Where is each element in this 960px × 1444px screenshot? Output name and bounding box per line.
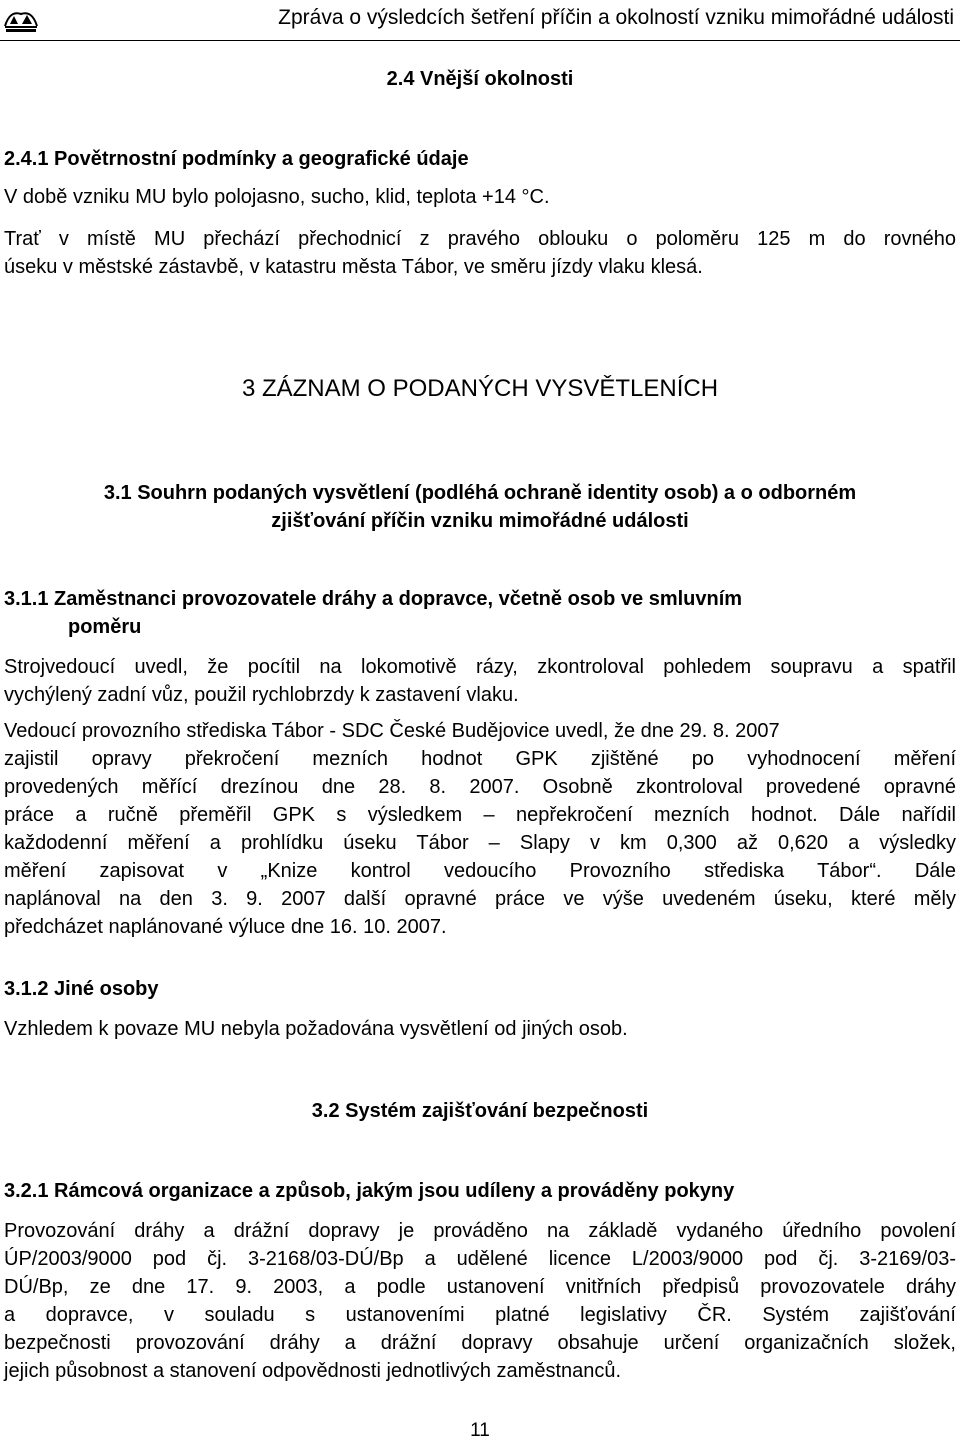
manager-paragraph-line: měření zapisovat v „Knize kontrol vedoucího Provozního střediska Tábor“. Dále <box>4 860 956 882</box>
organization-paragraph-line: ÚP/2003/9000 pod čj. 3-2168/03-DÚ/Bp a udělené licence L/2003/9000 pod čj. 3-2169/03- <box>4 1248 956 1270</box>
section-3-1-heading-line: zjišťování příčin vzniku mimořádné události <box>271 510 689 532</box>
section-3-1-2-heading: 3.1.2 Jiné osoby <box>4 978 159 1000</box>
organization-paragraph-line: jejich působnost a stanovení odpovědnosti jednotlivých zaměstnanců. <box>4 1360 622 1382</box>
manager-paragraph-line: práce a ručně přeměřil GPK s výsledkem – nepřekročení mezních hodnot. Dále nařídil <box>4 804 956 826</box>
section-3-1-1-heading-line: poměru <box>68 616 142 638</box>
manager-paragraph-line: každodenní měření a prohlídku úseku Tábor – Slapy v km 0,300 až 0,620 a výsledky <box>4 832 956 854</box>
manager-paragraph-line: zajistil opravy překročení mezních hodnot GPK zjištěné po vyhodnocení měření <box>4 748 956 770</box>
inspection-logo-icon <box>2 4 40 34</box>
manager-paragraph-line: Vedoucí provozního střediska Tábor - SDC České Budějovice uvedl, že dne 29. 8. 2007 <box>4 720 780 742</box>
manager-paragraph-line: předcházet naplánované výluce dne 16. 10. 2007. <box>4 916 447 938</box>
section-3-1-1-heading-line: 3.1.1 Zaměstnanci provozovatele dráhy a dopravce, včetně osob ve smluvním <box>4 588 743 610</box>
track-paragraph-line: úseku v městské zástavbě, v katastru města Tábor, ve směru jízdy vlaku klesá. <box>4 256 703 278</box>
section-3-2-heading: 3.2 Systém zajišťování bezpečnosti <box>311 1100 649 1122</box>
manager-paragraph-line: naplánoval na den 3. 9. 2007 další opravné práce ve výše uvedeném úseku, které měly <box>4 888 956 910</box>
page-number: 11 <box>470 1420 490 1441</box>
section-3-2-1-heading: 3.2.1 Rámcová organizace a způsob, jakým jsou udíleny a prováděny pokyny <box>4 1180 735 1202</box>
organization-paragraph-line: bezpečnosti provozování dráhy a drážní dopravy obsahuje určení organizačních složek, <box>4 1332 956 1354</box>
organization-paragraph-line: Provozování dráhy a drážní dopravy je prováděno na základě vydaného úředního povolení <box>4 1220 956 1242</box>
document-header-title: Zpráva o výsledcích šetření příčin a okolností vzniku mimořádné události <box>278 6 954 29</box>
section-2-4-heading: 2.4 Vnější okolnosti <box>386 68 574 90</box>
section-2-4-1-heading: 2.4.1 Povětrnostní podmínky a geografické údaje <box>4 148 469 170</box>
organization-paragraph-line: a dopravce, v souladu s ustanoveními platné legislativy ČR. Systém zajišťování <box>4 1304 956 1326</box>
section-3-heading: 3 ZÁZNAM O PODANÝCH VYSVĚTLENÍCH <box>241 375 719 402</box>
other-persons-paragraph: Vzhledem k povaze MU nebyla požadována vysvětlení od jiných osob. <box>4 1018 628 1040</box>
section-3-1-heading-line: 3.1 Souhrn podaných vysvětlení (podléhá ochraně identity osob) a o odborném <box>103 482 857 504</box>
organization-paragraph-line: DÚ/Bp, ze dne 17. 9. 2003, a podle ustanovení vnitřních předpisů provozovatele dráhy <box>4 1276 956 1298</box>
header-divider <box>0 40 960 41</box>
track-paragraph-line: Trať v místě MU přechází přechodnicí z pravého oblouku o poloměru 125 m do rovného <box>4 228 956 250</box>
manager-paragraph-line: provedených měřící drezínou dne 28. 8. 2007. Osobně zkontroloval provedené opravné <box>4 776 956 798</box>
driver-paragraph-line: Strojvedoucí uvedl, že pocítil na lokomotivě rázy, zkontroloval pohledem soupravu a spatřil <box>4 656 956 678</box>
weather-paragraph: V době vzniku MU bylo polojasno, sucho, klid, teplota +14 °C. <box>4 186 550 208</box>
driver-paragraph-line: vychýlený zadní vůz, použil rychlobrzdy k zastavení vlaku. <box>4 684 519 706</box>
